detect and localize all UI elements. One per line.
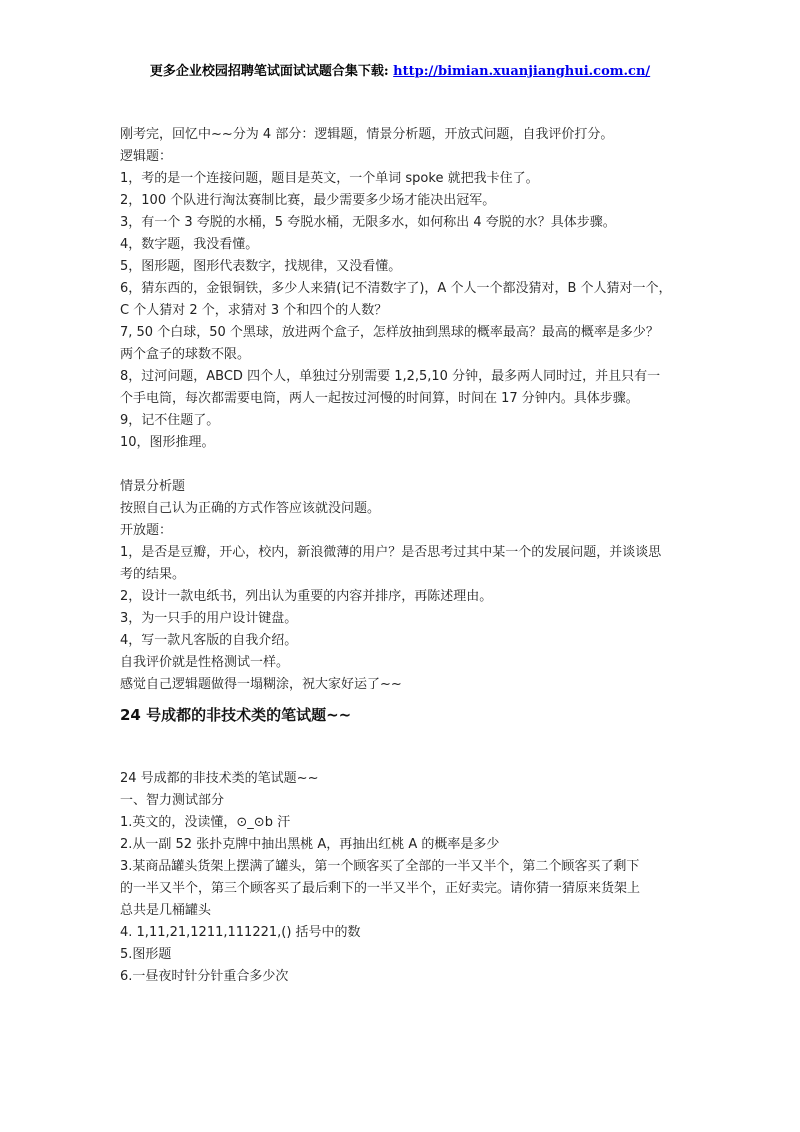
text-line: 9，记不住题了。: [120, 413, 220, 428]
text-line: 4. 1,11,21,1211,111221,() 括号中的数: [120, 925, 361, 940]
text-line: 10，图形推理。: [120, 435, 215, 450]
header-link[interactable]: http://bimian.xuanjianghui.com.cn/: [393, 64, 651, 79]
text-line: 按照自己认为正确的方式作答应该就没问题。: [120, 501, 381, 516]
text-line: 考的结果。: [120, 567, 186, 582]
text-line: 个手电筒，每次都需要电筒，两人一起按过河慢的时间算，时间在 17 分钟内。具体步骤。: [120, 391, 639, 406]
part2-block: [120, 476, 695, 696]
section-title: 24 号成都的非技术类的笔试题~~: [120, 706, 352, 724]
text-line: 4，数字题，我没看懂。: [120, 237, 259, 252]
text-line: 4，写一款凡客版的自我介绍。: [120, 633, 298, 648]
paragraph-gap: [120, 454, 695, 476]
document-body: [120, 124, 695, 988]
text-line: 逻辑题：: [120, 149, 173, 164]
text-line: 3，为一只手的用户设计键盘。: [120, 611, 298, 626]
text-line: 开放题：: [120, 523, 173, 538]
text-line: 6，猜东西的，金银铜铁，多少人来猜(记不清数字了)，A 个人一个都没猜对，B 个人猜对一个，: [120, 281, 672, 296]
text-line: 两个盒子的球数不限。: [120, 347, 251, 362]
text-line: 2，设计一款电纸书，列出认为重要的内容并排序，再陈述理由。: [120, 589, 493, 604]
text-line: 5.图形题: [120, 947, 172, 962]
text-line: 7, 50 个白球，50 个黑球，放进两个盒子，怎样放抽到黑球的概率最高？最高的概率是多少？: [120, 325, 659, 340]
text-line: 的一半又半个，第三个顾客买了最后剩下的一半又半个，正好卖完。请你猜一猜原来货架上: [120, 881, 641, 896]
text-line: 2.从一副 52 张扑克牌中抽出黑桃 A，再抽出红桃 A 的概率是多少: [120, 837, 500, 852]
text-line: 感觉自己逻辑题做得一塌糊涂，祝大家好运了~~: [120, 677, 402, 692]
text-line: 自我评价就是性格测试一样。: [120, 655, 290, 670]
text-line: 1.英文的，没读懂，⊙_⊙b 汗: [120, 815, 291, 830]
text-line: 8，过河问题，ABCD 四个人，单独过分别需要 1,2,5,10 分钟，最多两人同时过，并且只有一: [120, 369, 661, 384]
text-line: 2，100 个队进行淘汰赛制比赛，最少需要多少场才能决出冠军。: [120, 193, 496, 208]
text-line: 3.某商品罐头货架上摆满了罐头，第一个顾客买了全部的一半又半个，第二个顾客买了剩下: [120, 859, 640, 874]
text-line: 总共是几桶罐头: [120, 903, 212, 918]
part3-block: [120, 768, 695, 988]
text-line: 刚考完，回忆中~~分为 4 部分：逻辑题，情景分析题，开放式问题，自我评价打分。: [120, 127, 614, 142]
text-line: 1，是否是豆瓣，开心，校内，新浪微薄的用户？是否思考过其中某一个的发展问题，并谈谈思: [120, 545, 662, 560]
text-line: 5，图形题，图形代表数字，找规律，又没看懂。: [120, 259, 402, 274]
text-line: 3，有一个 3 夸脱的水桶，5 夸脱水桶，无限多水，如何称出 4 夸脱的水？具体步骤。: [120, 215, 616, 230]
text-line: 一、智力测试部分: [120, 793, 225, 808]
header-label: 更多企业校园招聘笔试面试试题合集下载:: [149, 64, 389, 79]
page-header: [0, 60, 800, 79]
text-line: 24 号成都的非技术类的笔试题~~: [120, 771, 319, 786]
text-line: 6.一昼夜时针分针重合多少次: [120, 969, 289, 984]
text-line: C 个人猜对 2 个，求猜对 3 个和四个的人数？: [120, 303, 388, 318]
text-line: 情景分析题: [120, 479, 186, 494]
text-line: 1，考的是一个连接问题，题目是英文，一个单词 spoke 就把我卡住了。: [120, 171, 539, 186]
part1-block: [120, 124, 695, 454]
paragraph-gap: [120, 728, 695, 768]
